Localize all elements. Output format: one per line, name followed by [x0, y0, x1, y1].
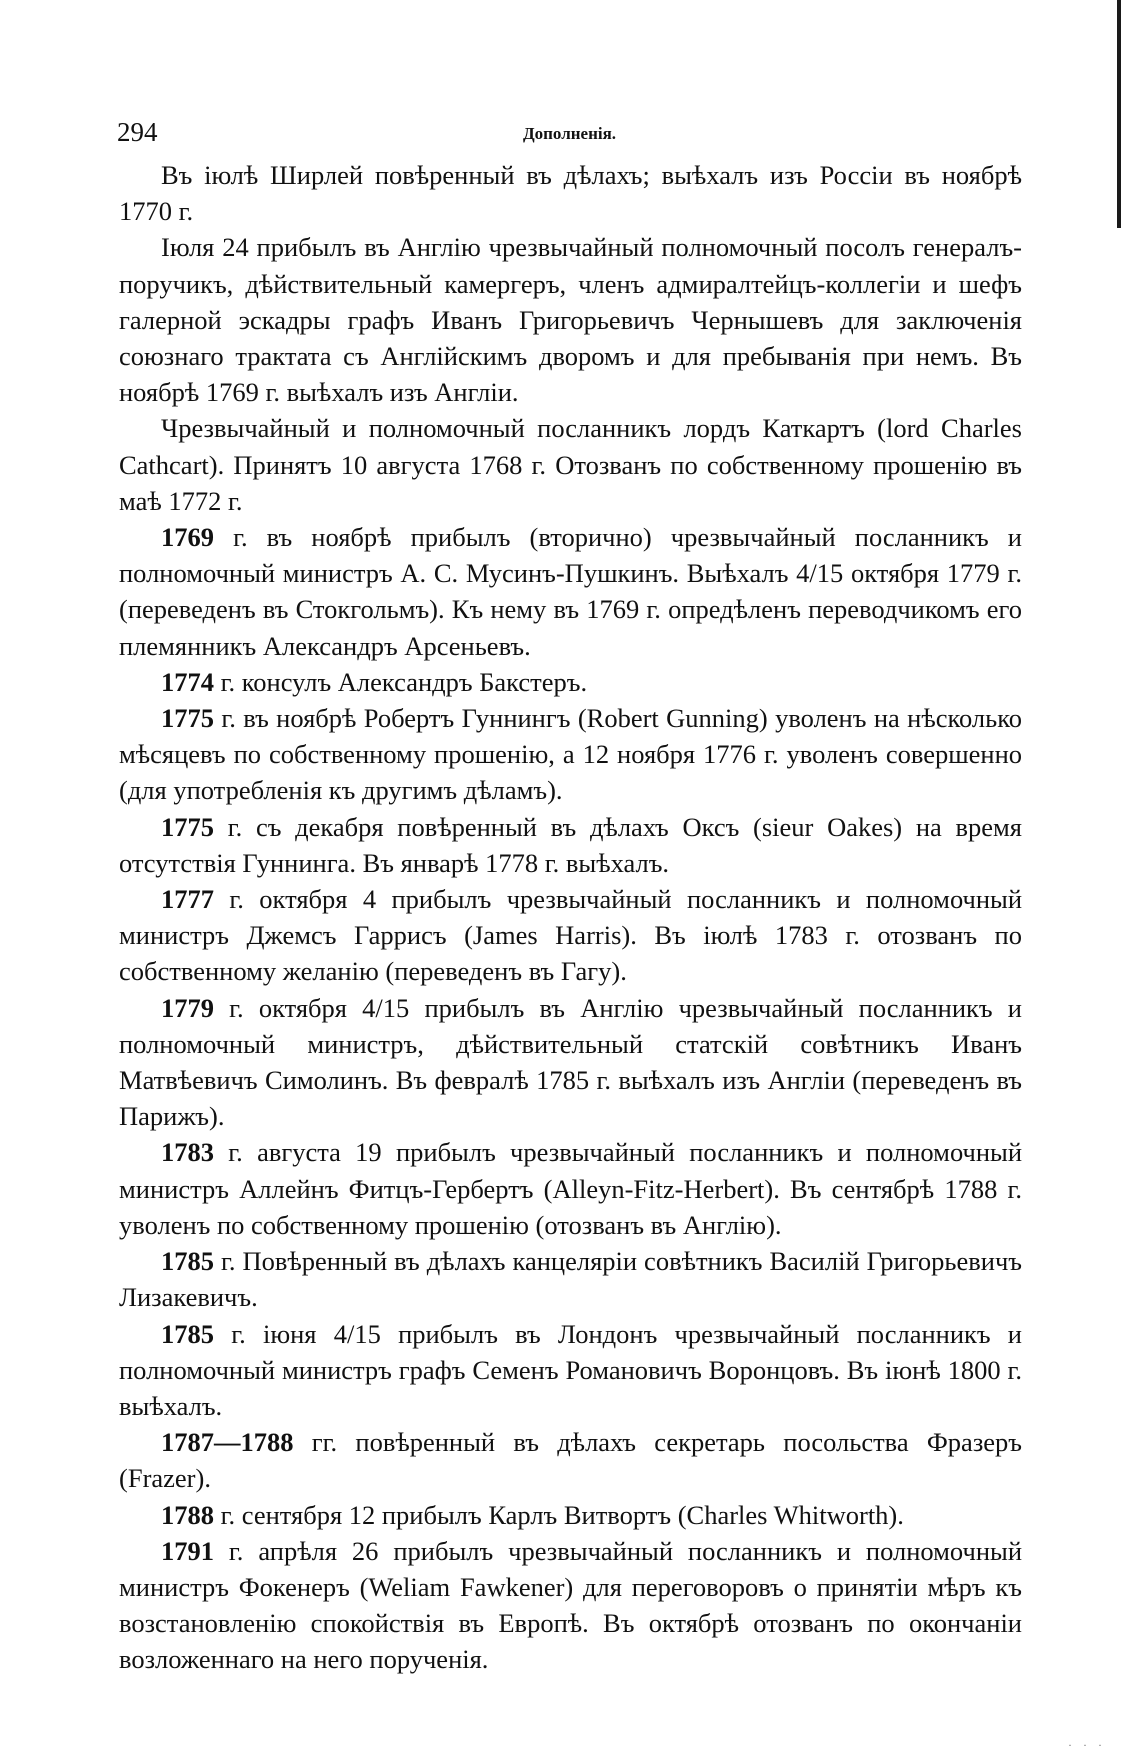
paragraph-text: г. Повѣренный въ дѣлахъ канцеляріи совѣтникъ Василій Григорьевичъ Лизакевичъ.	[119, 1246, 1022, 1313]
scan-specks: · · ·	[1068, 1738, 1106, 1752]
paragraph-year: 1777	[161, 884, 214, 915]
scan-edge-line	[1117, 0, 1121, 228]
paragraph-text: Чрезвычайный и полномочный посланникъ лордъ Каткартъ (lord Charles Cathcart). Принятъ 10 августа 1768 г. Отозванъ по собственному прошенію въ маѣ 1772 г.	[119, 413, 1022, 516]
page-header	[117, 115, 1022, 149]
paragraph	[119, 1243, 1022, 1315]
paragraph	[119, 519, 1022, 664]
paragraph-year: 1775	[161, 703, 214, 734]
paragraph-year: 1774	[161, 666, 214, 697]
paragraph-year: 1769	[161, 522, 214, 553]
paragraph-text: г. августа 19 прибылъ чрезвычайный посланникъ и полномочный министръ Аллейнъ Фитцъ-Гербертъ (Alleyn-Fitz-Herbert). Въ сентябрѣ 1788 г. уволенъ по собственному прошенію (отозванъ въ Англію).	[119, 1137, 1022, 1240]
paragraph-text: г. іюня 4/15 прибылъ въ Лондонъ чрезвычайный посланникъ и полномочный министръ графъ Семенъ Романовичъ Воронцовъ. Въ іюнѣ 1800 г. выѣхалъ.	[119, 1318, 1022, 1421]
paragraph	[119, 410, 1022, 519]
paragraph-year: 1785	[161, 1318, 214, 1349]
paragraph	[119, 1424, 1022, 1496]
paragraph-text: г. въ ноябрѣ Робертъ Гуннингъ (Robert Gunning) уволенъ на нѣсколько мѣсяцевъ по собственному прошенію, а 12 ноября 1776 г. уволенъ совершенно (для употребленія къ другимъ дѣламъ).	[119, 703, 1022, 806]
paragraph-year: 1791	[161, 1535, 214, 1566]
paragraph	[119, 1316, 1022, 1425]
paragraph	[119, 1134, 1022, 1243]
paragraph-year: 1783	[161, 1137, 214, 1168]
paragraph	[119, 809, 1022, 881]
paragraph	[119, 664, 1022, 700]
paragraph-year: 1787—1788	[161, 1427, 294, 1458]
paragraph-year: 1788	[161, 1499, 214, 1530]
paragraph-text: г. въ ноябрѣ прибылъ (вторично) чрезвычайный посланникъ и полномочный министръ А. С. Мусинъ-Пушкинъ. Выѣхалъ 4/15 октября 1779 г. (переведенъ въ Стокгольмъ). Къ нему въ 1769 г. опредѣленъ переводчикомъ его племянникъ Александръ Арсеньевъ.	[119, 522, 1022, 661]
paragraph	[119, 229, 1022, 410]
paragraph-year: 1775	[161, 811, 214, 842]
paragraph-text: Въ іюлѣ Ширлей повѣренный въ дѣлахъ; выѣхалъ изъ Россіи въ ноябрѣ 1770 г.	[119, 160, 1022, 227]
paragraph-text: Іюля 24 прибылъ въ Англію чрезвычайный полномочный посолъ генералъ-поручикъ, дѣйствительный камергеръ, членъ адмиралтейцъ-коллегіи и шефъ галерной эскадры графъ Иванъ Григорьевичъ Чернышевъ для заключенія союзнаго трактата съ Англійскимъ дворомъ и для пребыванія при немъ. Въ ноябрѣ 1769 г. выѣхалъ изъ Англіи.	[119, 232, 1022, 408]
paragraph-text: гг. повѣренный въ дѣлахъ секретарь посольства Фразеръ (Frazer).	[119, 1427, 1022, 1494]
paragraph-text: г. сентября 12 прибылъ Карлъ Витвортъ (Charles Whitworth).	[214, 1499, 904, 1530]
paragraph	[119, 881, 1022, 990]
paragraph	[119, 700, 1022, 809]
paragraph-text: г. съ декабря повѣренный въ дѣлахъ Оксъ (sieur Oakes) на время отсутствія Гуннинга. Въ январѣ 1778 г. выѣхалъ.	[119, 811, 1022, 878]
paragraph-text: г. октября 4 прибылъ чрезвычайный посланникъ и полномочный министръ Джемсъ Гаррисъ (James Harris). Въ іюлѣ 1783 г. отозванъ по собственному желанію (переведенъ въ Гагу).	[119, 884, 1022, 987]
page-number: 294	[117, 117, 158, 147]
running-title: Дополненія.	[522, 124, 617, 143]
paragraph-year: 1785	[161, 1246, 214, 1277]
paragraph	[119, 1497, 1022, 1533]
paragraph	[119, 157, 1022, 229]
paragraph-text: г. октября 4/15 прибылъ въ Англію чрезвычайный посланникъ и полномочный министръ, дѣйствительный статскій совѣтникъ Иванъ Матвѣевичъ Симолинъ. Въ февралѣ 1785 г. выѣхалъ изъ Англіи (переведенъ въ Парижъ).	[119, 992, 1022, 1132]
paragraph	[119, 1533, 1022, 1678]
paragraph	[119, 990, 1022, 1135]
paragraph-year: 1779	[161, 992, 214, 1023]
text-body	[119, 157, 1022, 1678]
paragraph-text: г. апрѣля 26 прибылъ чрезвычайный посланникъ и полномочный министръ Фокенеръ (Weliam Fawkener) для переговоровъ о принятіи мѣръ къ возстановленію спокойствія въ Европѣ. Въ октябрѣ отозванъ по окончаніи возложеннаго на него порученія.	[119, 1535, 1022, 1675]
paragraph-text: г. консулъ Александръ Бакстеръ.	[214, 666, 588, 697]
